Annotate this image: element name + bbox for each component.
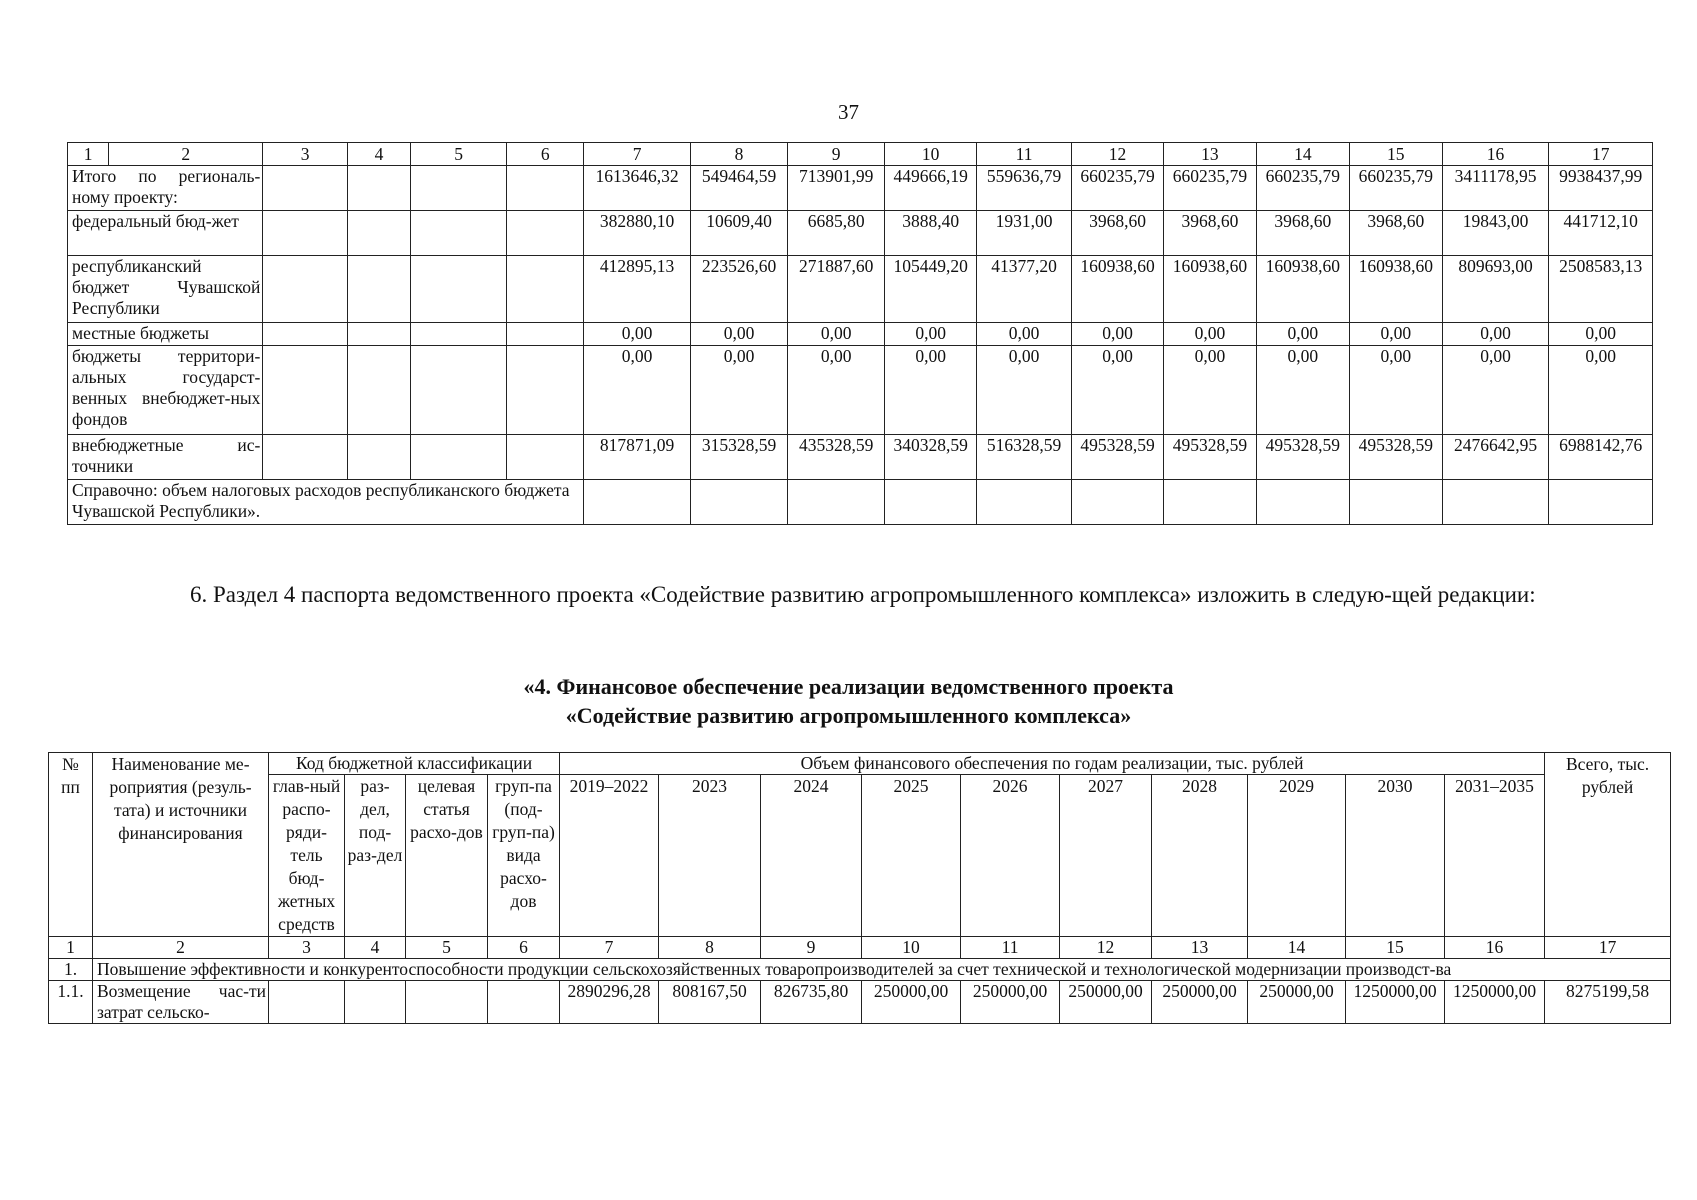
table2-col-number: 5 — [406, 937, 488, 959]
table1-col-number: 7 — [584, 143, 691, 166]
empty-cell — [347, 166, 410, 211]
value-cell: 6988142,76 — [1549, 435, 1653, 480]
table2-row-1-1 — [49, 981, 1671, 1024]
table2-column-numbers — [49, 937, 1671, 959]
value-cell: 250000,00 — [1248, 981, 1346, 1024]
header-year: 2030 — [1346, 775, 1445, 937]
value-cell: 495328,59 — [1072, 435, 1164, 480]
header-year: 2026 — [961, 775, 1060, 937]
empty-cell — [411, 346, 507, 435]
regional-project-finance-table — [67, 142, 1653, 525]
value-cell: 105449,20 — [885, 256, 977, 323]
value-cell: 449666,19 — [885, 166, 977, 211]
table1-col-number: 11 — [977, 143, 1072, 166]
value-cell: 340328,59 — [885, 435, 977, 480]
value-cell: 19843,00 — [1442, 211, 1549, 256]
empty-cell — [263, 166, 347, 211]
value-cell: 0,00 — [1549, 346, 1653, 435]
header-year: 2023 — [659, 775, 761, 937]
table2-header-row-2 — [49, 775, 1671, 937]
header-year: 2031–2035 — [1445, 775, 1545, 937]
table2-row-1 — [49, 959, 1671, 981]
value-cell: 9938437,99 — [1549, 166, 1653, 211]
table1-row — [68, 211, 1653, 256]
row-label: Возмещение час-ти затрат сельско- — [93, 981, 269, 1024]
empty-cell — [507, 346, 584, 435]
table2-col-number: 14 — [1248, 937, 1346, 959]
empty-cell — [347, 256, 410, 323]
empty-cell — [411, 211, 507, 256]
table2-col-number: 3 — [269, 937, 345, 959]
row-label: Итого по региональ-ному проекту: — [68, 166, 263, 211]
value-cell: 412895,13 — [584, 256, 691, 323]
table1-col-number: 1 — [68, 143, 109, 166]
row-label: внебюджетные ис-точники — [68, 435, 263, 480]
value-cell: 315328,59 — [690, 435, 787, 480]
row-label: федеральный бюд-жет — [68, 211, 263, 256]
value-cell: 3968,60 — [1163, 211, 1256, 256]
value-cell: 0,00 — [1549, 323, 1653, 346]
table1-row — [68, 323, 1653, 346]
empty-cell — [411, 166, 507, 211]
value-cell: 0,00 — [1163, 346, 1256, 435]
table1-col-number: 17 — [1549, 143, 1653, 166]
value-cell: 549464,59 — [690, 166, 787, 211]
table1-col-number: 13 — [1163, 143, 1256, 166]
table2-col-number: 11 — [961, 937, 1060, 959]
section-heading-line1: «4. Финансовое обеспечение реализации ведомственного проекта — [523, 674, 1174, 699]
value-cell: 41377,20 — [977, 256, 1072, 323]
value-cell: 223526,60 — [690, 256, 787, 323]
value-cell: 3968,60 — [1072, 211, 1164, 256]
section-heading-line2: «Содействие развитию агропромышленного комплекса» — [565, 703, 1132, 728]
value-cell: 1931,00 — [977, 211, 1072, 256]
value-cell: 250000,00 — [961, 981, 1060, 1024]
value-cell: 250000,00 — [1152, 981, 1248, 1024]
table1-col-number: 14 — [1256, 143, 1349, 166]
header-budget-code: Код бюджетной классификации — [269, 753, 560, 775]
table1-col-number: 4 — [347, 143, 410, 166]
value-cell: 660235,79 — [1072, 166, 1164, 211]
empty-cell — [263, 323, 347, 346]
empty-cell — [263, 211, 347, 256]
value-cell: 660235,79 — [1163, 166, 1256, 211]
table1-col-number: 6 — [507, 143, 584, 166]
value-cell: 495328,59 — [1256, 435, 1349, 480]
value-cell: 3888,40 — [885, 211, 977, 256]
empty-cell — [263, 346, 347, 435]
value-cell: 0,00 — [977, 346, 1072, 435]
table2-col-number: 8 — [659, 937, 761, 959]
table1-header-row — [68, 143, 1653, 166]
row-label: республиканский бюджет Чувашской Республики — [68, 256, 263, 323]
header-code-sub: груп-па (под-груп-па) вида расхо-дов — [488, 775, 560, 937]
table2-col-number: 13 — [1152, 937, 1248, 959]
table1-reference-row — [68, 480, 1653, 525]
header-code-sub: глав-ный распо-ряди-тель бюд-жетных средств — [269, 775, 345, 937]
empty-cell — [347, 323, 410, 346]
table2-col-number: 4 — [345, 937, 406, 959]
value-cell: 0,00 — [885, 346, 977, 435]
table1-row — [68, 346, 1653, 435]
value-cell: 435328,59 — [788, 435, 885, 480]
table1-row — [68, 256, 1653, 323]
value-cell: 0,00 — [690, 323, 787, 346]
value-cell: 516328,59 — [977, 435, 1072, 480]
departmental-project-finance-table — [48, 752, 1671, 1024]
value-cell: 2508583,13 — [1549, 256, 1653, 323]
value-cell: 3968,60 — [1256, 211, 1349, 256]
value-cell: 160938,60 — [1256, 256, 1349, 323]
header-total: Всего, тыс. рублей — [1545, 753, 1671, 937]
value-cell: 1250000,00 — [1445, 981, 1545, 1024]
value-cell: 3968,60 — [1349, 211, 1442, 256]
row-text: Повышение эффективности и конкурентоспособности продукции сельскохозяйственных товаропроизводителей за счет технической и технологической модернизации производст-ва — [93, 959, 1671, 981]
table1-col-number: 16 — [1442, 143, 1549, 166]
value-cell: 0,00 — [584, 346, 691, 435]
empty-cell — [347, 435, 410, 480]
header-code-sub: раз-дел, под-раз-дел — [345, 775, 406, 937]
empty-cell — [411, 256, 507, 323]
table1-col-number: 10 — [885, 143, 977, 166]
table2-col-number: 12 — [1060, 937, 1152, 959]
header-year: 2025 — [862, 775, 961, 937]
value-cell: 160938,60 — [1163, 256, 1256, 323]
page-number: 37 — [838, 100, 859, 124]
table1-col-number: 15 — [1349, 143, 1442, 166]
value-cell: 250000,00 — [1060, 981, 1152, 1024]
value-cell: 0,00 — [885, 323, 977, 346]
reference-note: Справочно: объем налоговых расходов республиканского бюджета Чувашской Республики». — [68, 480, 584, 525]
value-cell: 713901,99 — [788, 166, 885, 211]
value-cell: 160938,60 — [1072, 256, 1164, 323]
value-cell: 0,00 — [1349, 323, 1442, 346]
table1-row — [68, 435, 1653, 480]
empty-cell — [263, 435, 347, 480]
header-code-sub: целевая статья расхо-дов — [406, 775, 488, 937]
header-year: 2019–2022 — [560, 775, 659, 937]
empty-cell — [347, 211, 410, 256]
value-cell: 0,00 — [1072, 323, 1164, 346]
value-cell: 0,00 — [977, 323, 1072, 346]
table2-col-number: 7 — [560, 937, 659, 959]
value-cell: 160938,60 — [1349, 256, 1442, 323]
value-cell: 10609,40 — [690, 211, 787, 256]
value-cell: 660235,79 — [1256, 166, 1349, 211]
table2-col-number: 10 — [862, 937, 961, 959]
value-cell: 6685,80 — [788, 211, 885, 256]
empty-cell — [411, 435, 507, 480]
table2-col-number: 9 — [761, 937, 862, 959]
value-cell: 0,00 — [584, 323, 691, 346]
value-cell: 271887,60 — [788, 256, 885, 323]
value-cell: 250000,00 — [862, 981, 961, 1024]
header-year: 2029 — [1248, 775, 1346, 937]
row-label: местные бюджеты — [68, 323, 263, 346]
empty-cell — [507, 435, 584, 480]
row-number: 1.1. — [49, 981, 93, 1024]
value-cell: 441712,10 — [1549, 211, 1653, 256]
table2-col-number: 1 — [49, 937, 93, 959]
value-cell: 8275199,58 — [1545, 981, 1671, 1024]
value-cell: 0,00 — [690, 346, 787, 435]
value-cell: 382880,10 — [584, 211, 691, 256]
table2-col-number: 15 — [1346, 937, 1445, 959]
value-cell: 559636,79 — [977, 166, 1072, 211]
table1-col-number: 3 — [263, 143, 347, 166]
empty-cell — [507, 323, 584, 346]
empty-cell — [411, 323, 507, 346]
table1-col-number: 2 — [109, 143, 263, 166]
value-cell: 1250000,00 — [1346, 981, 1445, 1024]
value-cell: 0,00 — [1442, 323, 1549, 346]
table1-col-number: 5 — [411, 143, 507, 166]
value-cell: 660235,79 — [1349, 166, 1442, 211]
value-cell: 495328,59 — [1163, 435, 1256, 480]
table1-col-number: 8 — [690, 143, 787, 166]
empty-cell — [507, 166, 584, 211]
section-heading — [0, 672, 1697, 730]
value-cell: 0,00 — [1256, 323, 1349, 346]
header-year: 2028 — [1152, 775, 1248, 937]
value-cell: 0,00 — [1256, 346, 1349, 435]
value-cell: 0,00 — [1163, 323, 1256, 346]
header-number: № пп — [49, 753, 93, 937]
row-number: 1. — [49, 959, 93, 981]
value-cell: 0,00 — [1072, 346, 1164, 435]
value-cell: 3411178,95 — [1442, 166, 1549, 211]
table1-row — [68, 166, 1653, 211]
empty-cell — [507, 211, 584, 256]
value-cell: 0,00 — [1442, 346, 1549, 435]
empty-cell — [347, 346, 410, 435]
value-cell: 2476642,95 — [1442, 435, 1549, 480]
value-cell: 0,00 — [788, 323, 885, 346]
empty-cell — [507, 256, 584, 323]
value-cell: 0,00 — [788, 346, 885, 435]
table2-col-number: 6 — [488, 937, 560, 959]
table2-header-row-1 — [49, 753, 1671, 775]
value-cell: 809693,00 — [1442, 256, 1549, 323]
empty-cell — [263, 256, 347, 323]
table2-col-number: 17 — [1545, 937, 1671, 959]
instruction-paragraph: 6. Раздел 4 паспорта ведомственного проекта «Содействие развитию агропромышленного комплекса» изложить в следую-щей редакции: — [190, 582, 1536, 607]
row-label: бюджеты территори-альных государст-венных внебюджет-ных фондов — [68, 346, 263, 435]
table2-col-number: 2 — [93, 937, 269, 959]
header-year: 2027 — [1060, 775, 1152, 937]
table1-col-number: 12 — [1072, 143, 1164, 166]
header-finance-volume: Объем финансового обеспечения по годам реализации, тыс. рублей — [560, 753, 1545, 775]
value-cell: 817871,09 — [584, 435, 691, 480]
value-cell: 495328,59 — [1349, 435, 1442, 480]
table1-col-number: 9 — [788, 143, 885, 166]
table2-col-number: 16 — [1445, 937, 1545, 959]
value-cell: 826735,80 — [761, 981, 862, 1024]
value-cell: 808167,50 — [659, 981, 761, 1024]
value-cell: 0,00 — [1349, 346, 1442, 435]
header-name: Наименование ме-роприятия (резуль-тата) и источники финансирования — [93, 753, 269, 937]
header-year: 2024 — [761, 775, 862, 937]
value-cell: 1613646,32 — [584, 166, 691, 211]
value-cell: 2890296,28 — [560, 981, 659, 1024]
